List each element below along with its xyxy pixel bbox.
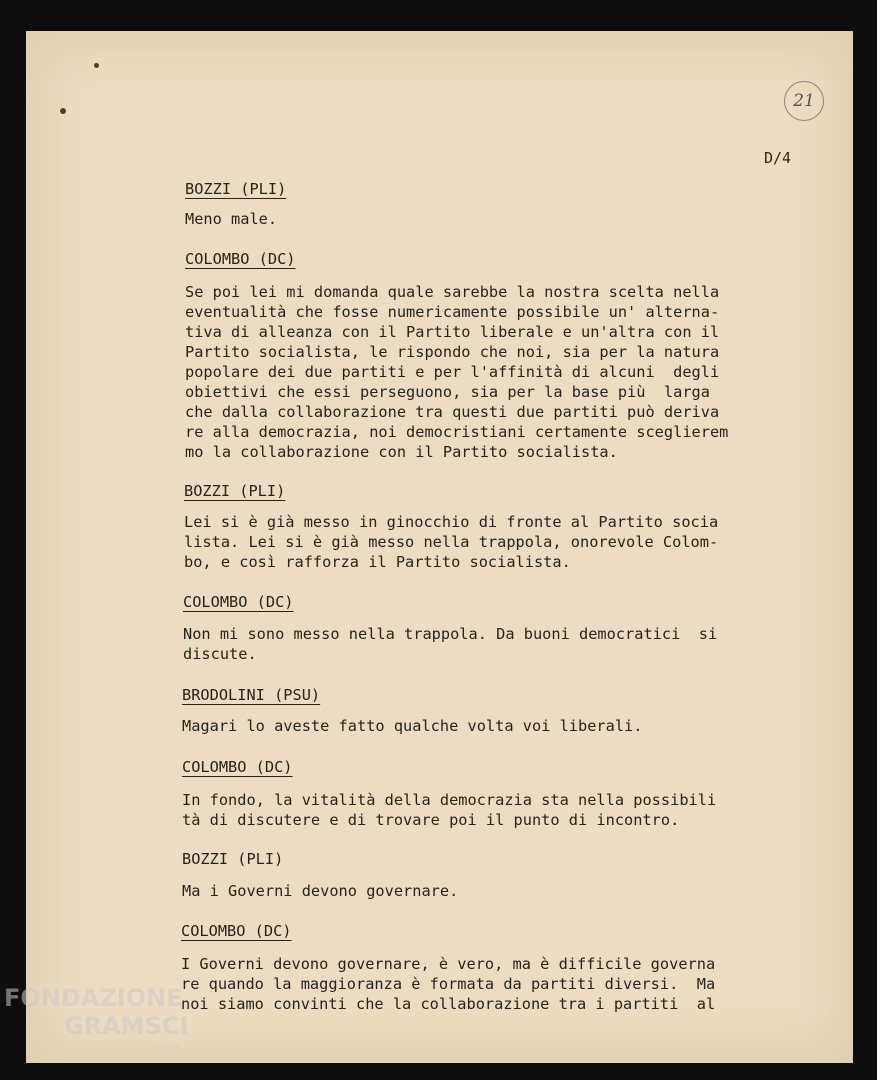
- document-page: [26, 31, 853, 1063]
- speech-line: bo, e così rafforza il Partito socialista.: [184, 553, 571, 571]
- watermark-line1: FONDAZIONE: [4, 984, 183, 1012]
- speaker-label: COLOMBO (DC): [181, 922, 292, 940]
- speaker-label: BOZZI (PLI): [182, 850, 284, 868]
- speaker-label: BOZZI (PLI): [185, 180, 287, 198]
- watermark-line2: GRAMSCI: [64, 1012, 189, 1040]
- paper-stain: [60, 108, 66, 114]
- speech-line: popolare dei due partiti e per l'affinità di alcuni degli: [185, 363, 720, 381]
- speaker-label: COLOMBO (DC): [183, 593, 294, 611]
- speech-line: mo la collaborazione con il Partito socialista.: [185, 443, 618, 461]
- speech-line: re quando la maggioranza è formata da partiti diversi. Ma: [181, 975, 716, 993]
- speech-line: In fondo, la vitalità della democrazia sta nella possibili: [182, 791, 717, 809]
- speech-line: Lei si è già messo in ginocchio di fronte al Partito socia: [184, 513, 719, 531]
- speech-line: Se poi lei mi domanda quale sarebbe la nostra scelta nella: [185, 283, 720, 301]
- speech-line: discute.: [183, 645, 257, 663]
- speech-line: re alla democrazia, noi democristiani certamente sceglierem: [185, 423, 729, 441]
- speech-line: lista. Lei si è già messo nella trappola, onorevole Colom-: [184, 533, 719, 551]
- speech-line: I Governi devono governare, è vero, ma è difficile governa: [181, 955, 716, 973]
- paper-stain: [94, 63, 99, 68]
- document-reference: D/4: [764, 149, 792, 167]
- speech-line: che dalla collaborazione tra questi due partiti può deriva: [185, 403, 720, 421]
- speech-line: tà di discutere e di trovare poi il punto di incontro.: [182, 811, 680, 829]
- speaker-label: BOZZI (PLI): [184, 482, 286, 500]
- watermark-line3: onlus: [154, 1042, 181, 1053]
- speech-line: tiva di alleanza con il Partito liberale e un'altra con il: [185, 323, 720, 341]
- speaker-label: BRODOLINI (PSU): [182, 686, 321, 704]
- speaker-label: COLOMBO (DC): [185, 250, 296, 268]
- speech-line: Non mi sono messo nella trappola. Da buoni democratici si: [183, 625, 718, 643]
- watermark-logo: [4, 984, 188, 1062]
- speech-line: obiettivi che essi perseguono, sia per la base più larga: [185, 383, 710, 401]
- speech-line: noi siamo convinti che la collaborazione tra i partiti al: [181, 995, 716, 1013]
- speaker-label: COLOMBO (DC): [182, 758, 293, 776]
- speech-line: Ma i Governi devono governare.: [182, 882, 459, 900]
- speech-line: Meno male.: [185, 210, 278, 228]
- speech-line: eventualità che fosse numericamente possibile un' alterna-: [185, 303, 720, 321]
- page-number: 21: [784, 81, 824, 121]
- speech-line: Magari lo aveste fatto qualche volta voi liberali.: [182, 717, 643, 735]
- speech-line: Partito socialista, le rispondo che noi, sia per la natura: [185, 343, 720, 361]
